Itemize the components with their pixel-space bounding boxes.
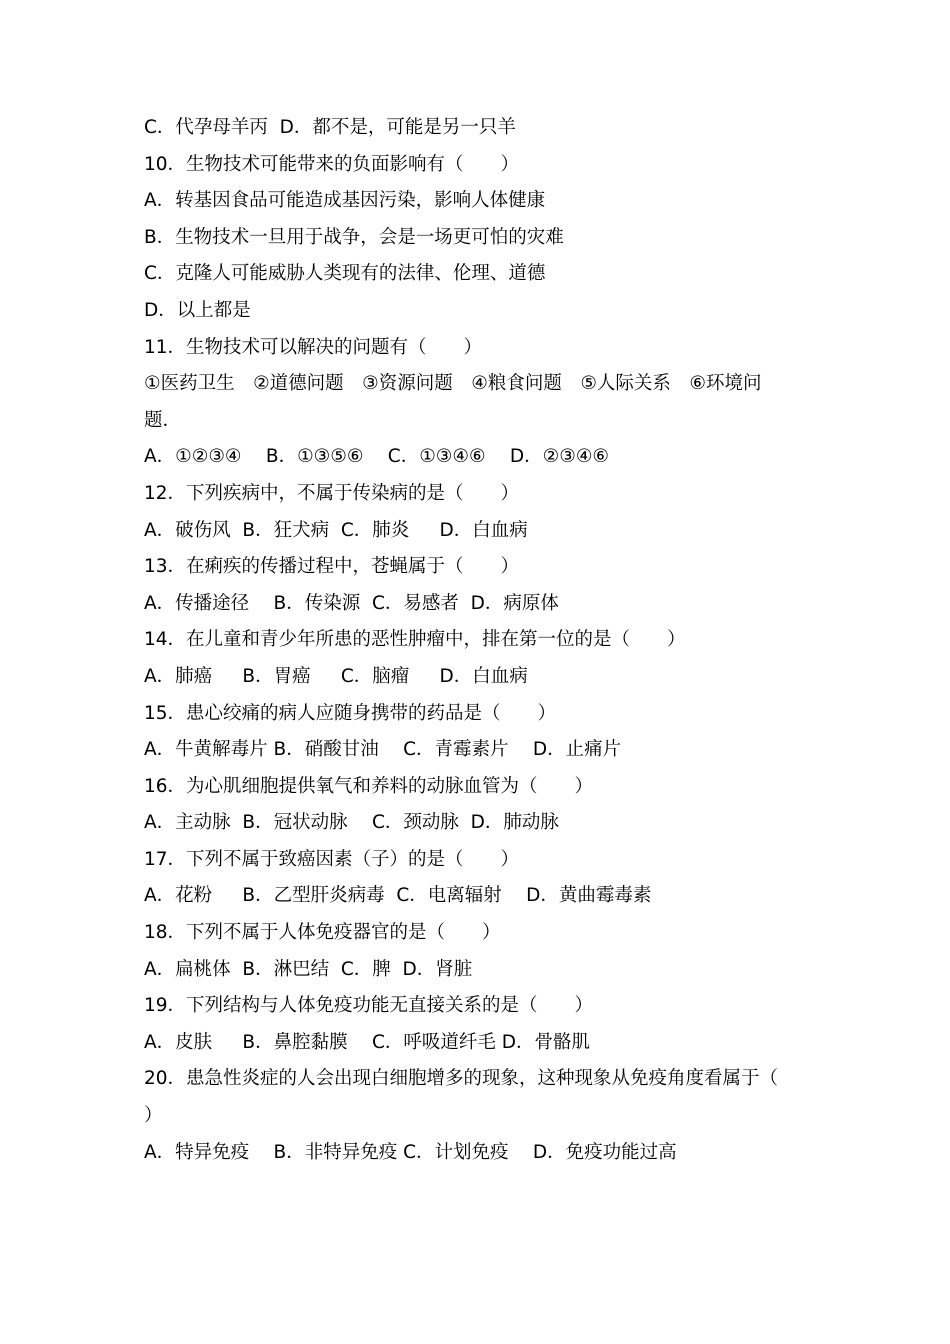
text-line-q17-stem: 17．下列不属于致癌因素（子）的是（ ） (144, 848, 520, 870)
text-line-q15-stem: 15．患心绞痛的病人应随身携带的药品是（ ） (144, 702, 557, 724)
text-line-q19-stem: 19．下列结构与人体免疫功能无直接关系的是（ ） (144, 995, 594, 1017)
text-line-q12-options: A．破伤风 B．狂犬病 C．肺炎 D．白血病 (144, 519, 528, 541)
text-line-q12-stem: 12．下列疾病中，不属于传染病的是（ ） (144, 482, 520, 504)
text-line-q19-options: A．皮肤 B．鼻腔黏膜 C．呼吸道纤毛 D．骨骼肌 (144, 1031, 591, 1053)
text-line-q10-stem: 10．生物技术可能带来的负面影响有（ ） (144, 153, 520, 175)
text-line-q18-options: A．扁桃体 B．淋巴结 C．脾 D．肾脏 (144, 958, 473, 980)
text-line-q20-options: A．特异免疫 B．非特异免疫 C．计划免疫 D．免疫功能过高 (144, 1141, 677, 1163)
text-line-q17-options: A．花粉 B．乙型肝炎病毒 C．电离辐射 D．黄曲霉毒素 (144, 885, 652, 907)
question-text-block (144, 110, 814, 1171)
text-line-q11-items: ①医药卫生 ②道德问题 ③资源问题 ④粮食问题 ⑤人际关系 ⑥环境问 (144, 373, 762, 395)
text-line-q14-stem: 14．在儿童和青少年所患的恶性肿瘤中，排在第一位的是（ ） (144, 629, 686, 651)
text-line-q13-stem: 13．在痢疾的传播过程中，苍蝇属于（ ） (144, 556, 520, 578)
text-line-q13-options: A．传播途径 B．传染源 C．易感者 D．病原体 (144, 592, 559, 614)
text-line-q15-options: A．牛黄解毒片 B．硝酸甘油 C．青霉素片 D．止痛片 (144, 739, 622, 761)
text-line-q9-option-cd: C．代孕母羊丙 D．都不是，可能是另一只羊 (144, 117, 516, 138)
text-line-q10-option-d: D．以上都是 (144, 299, 251, 321)
text-line-q10-option-c: C．克隆人可能威胁人类现有的法律、伦理、道德 (144, 263, 546, 285)
text-line-q16-options: A．主动脉 B．冠状动脉 C．颈动脉 D．肺动脉 (144, 812, 559, 834)
text-line-q20-stem: 20．患急性炎症的人会出现白细胞增多的现象，这种现象从免疫角度看属于（ (144, 1068, 779, 1090)
text-line-q10-option-b: B．生物技术一旦用于战争，会是一场更可怕的灾难 (144, 226, 564, 248)
text-line-q11-items-cont: 题． (144, 409, 182, 431)
text-line-q11-stem: 11．生物技术可以解决的问题有（ ） (144, 336, 483, 358)
text-line-q14-options: A．肺癌 B．胃癌 C．脑瘤 D．白血病 (144, 665, 528, 687)
text-line-q11-options: A．①②③④ B．①③⑤⑥ C．①③④⑥ D．②③④⑥ (144, 446, 610, 468)
text-line-q18-stem: 18．下列不属于人体免疫器官的是（ ） (144, 922, 501, 944)
text-line-q16-stem: 16．为心肌细胞提供氧气和养料的动脉血管为（ ） (144, 775, 594, 797)
text-line-q20-stem-cont: ） (144, 1105, 163, 1127)
text-line-q10-option-a: A．转基因食品可能造成基因污染，影响人体健康 (144, 190, 546, 212)
